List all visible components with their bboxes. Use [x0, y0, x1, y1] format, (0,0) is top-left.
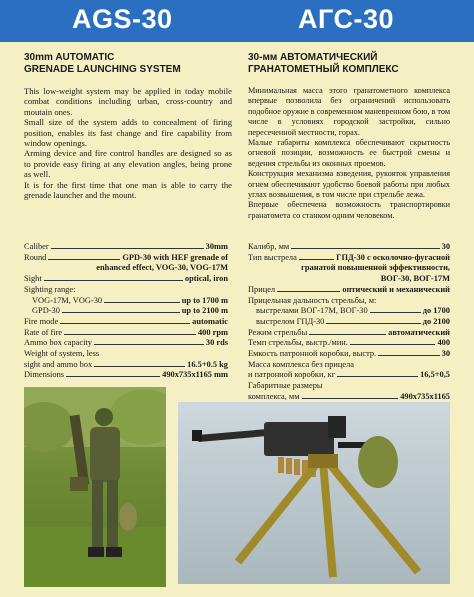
russian-description: [248, 52, 450, 221]
spec-row: Темп стрельбы, выстр./мин. 400: [248, 338, 450, 348]
spec-row: Емкость патронной коробки, выстр. 30: [248, 349, 450, 359]
spec-row: Fire mode automatic: [24, 316, 228, 326]
paragraph-ru-4: Впервые обеспечена возможность транспортировки гранатомета со станком одним человеком.: [248, 200, 450, 220]
paragraph-ru-3: Конструкция механизма взведения, рукояток управления огнем обеспечивают удобство боевой работы при любых углах возвышения, в том числе при стрельбе лежа.: [248, 169, 450, 200]
spec-row: ВОГ-30, ВОГ-17М: [380, 274, 450, 284]
spec-row: sight and ammo box 16.5+0.5 kg: [24, 359, 228, 369]
grenade-launcher-on-tripod-photo: [178, 402, 450, 584]
spec-row: Caliber 30mm: [24, 242, 228, 251]
spec-row: Sighting range:: [24, 284, 76, 294]
spec-row: GPD-30 up to 2100 m: [32, 306, 228, 316]
spec-row: Прицел оптический и механический: [248, 284, 450, 294]
spec-row: Режим стрельбы автоматический: [248, 327, 450, 337]
launcher-illustration: [178, 402, 450, 584]
spec-row: Габаритные размеры: [248, 381, 323, 391]
soldier-illustration: [24, 387, 166, 587]
specs-table-en: [24, 242, 228, 381]
paragraph-ru-1: Минимальная масса этого гранатометного комплекса впервые позволила без ограничений использовать подобное оружие в современном маневренном бою, в том числе в условиях городской застройки, сильно пересеченной местности, горах.: [248, 86, 450, 137]
spec-row: Масса комплекса без прицела: [248, 359, 354, 369]
paragraph-en-3: Arming device and fire control handles are designed so as to provide easy firing at any elevation angles, being prone as well.: [24, 148, 232, 180]
paragraph-en-1: This low-weight system may be applied in today mobile combat conditions including urban, cross-country and moutain ones.: [24, 86, 232, 117]
spec-row: выстрелом ГПД-30 до 2100: [256, 316, 450, 326]
spec-row: Тип выстрела ГПД-30 с осколочно-фугасной: [248, 252, 450, 262]
header-bar: [0, 0, 474, 42]
spec-row: VOG-17M, VOG-30 up to 1700 m: [32, 295, 228, 305]
paragraph-en-4: It is for the first time that one man is able to carry the grenade launcher and the mount.: [24, 179, 232, 201]
paragraph-en-2: Small size of the system adds to concealment of firing position, enables its fast change and fire capability from window openings.: [24, 117, 232, 149]
spec-row: Калибр, мм 30: [248, 242, 450, 251]
subtitle-en: 30mm AUTOMATIC GRENADE LAUNCHING SYSTEM: [24, 52, 181, 75]
spec-row: Round GPD-30 with HEF grenade of: [24, 252, 228, 262]
spec-row: комплекса, мм 490x735x1165: [248, 391, 450, 401]
paragraph-ru-2: Малые габариты комплекса обеспечивают скрытность огневой позиции, возможность ее быстрой смены и ведения стрельбы из оконных проемов.: [248, 138, 450, 168]
spec-row: Прицельная дальность стрельбы, м:: [248, 295, 377, 305]
spec-row: выстрелами ВОГ-17М, ВОГ-30 до 1700: [256, 306, 450, 316]
english-description: [24, 52, 232, 200]
spec-row: Rate of fire 400 rpm: [24, 327, 228, 337]
spec-row: гранатой повышенной эффективности,: [301, 263, 450, 273]
spec-row: Ammo box capacity 30 rds: [24, 338, 228, 348]
title-en: AGS-30: [72, 4, 173, 34]
specs-table-ru: [248, 242, 450, 403]
soldier-carrying-launcher-photo: [24, 387, 166, 587]
spec-row: enhanced effect, VOG-30, VOG-17M: [96, 263, 228, 273]
spec-row: Dimensions 490x735x1165 mm: [24, 370, 228, 380]
subtitle-ru: 30-мм АВТОМАТИЧЕСКИЙ ГРАНАТОМЕТНЫЙ КОМПЛЕКС: [248, 52, 399, 75]
spec-row: и патронной коробки, кг 16,5+0,5: [248, 370, 450, 380]
spec-row: Weight of system, less: [24, 349, 100, 359]
title-ru: АГС-30: [298, 4, 394, 34]
spec-row: Sight optical, iron: [24, 274, 228, 284]
